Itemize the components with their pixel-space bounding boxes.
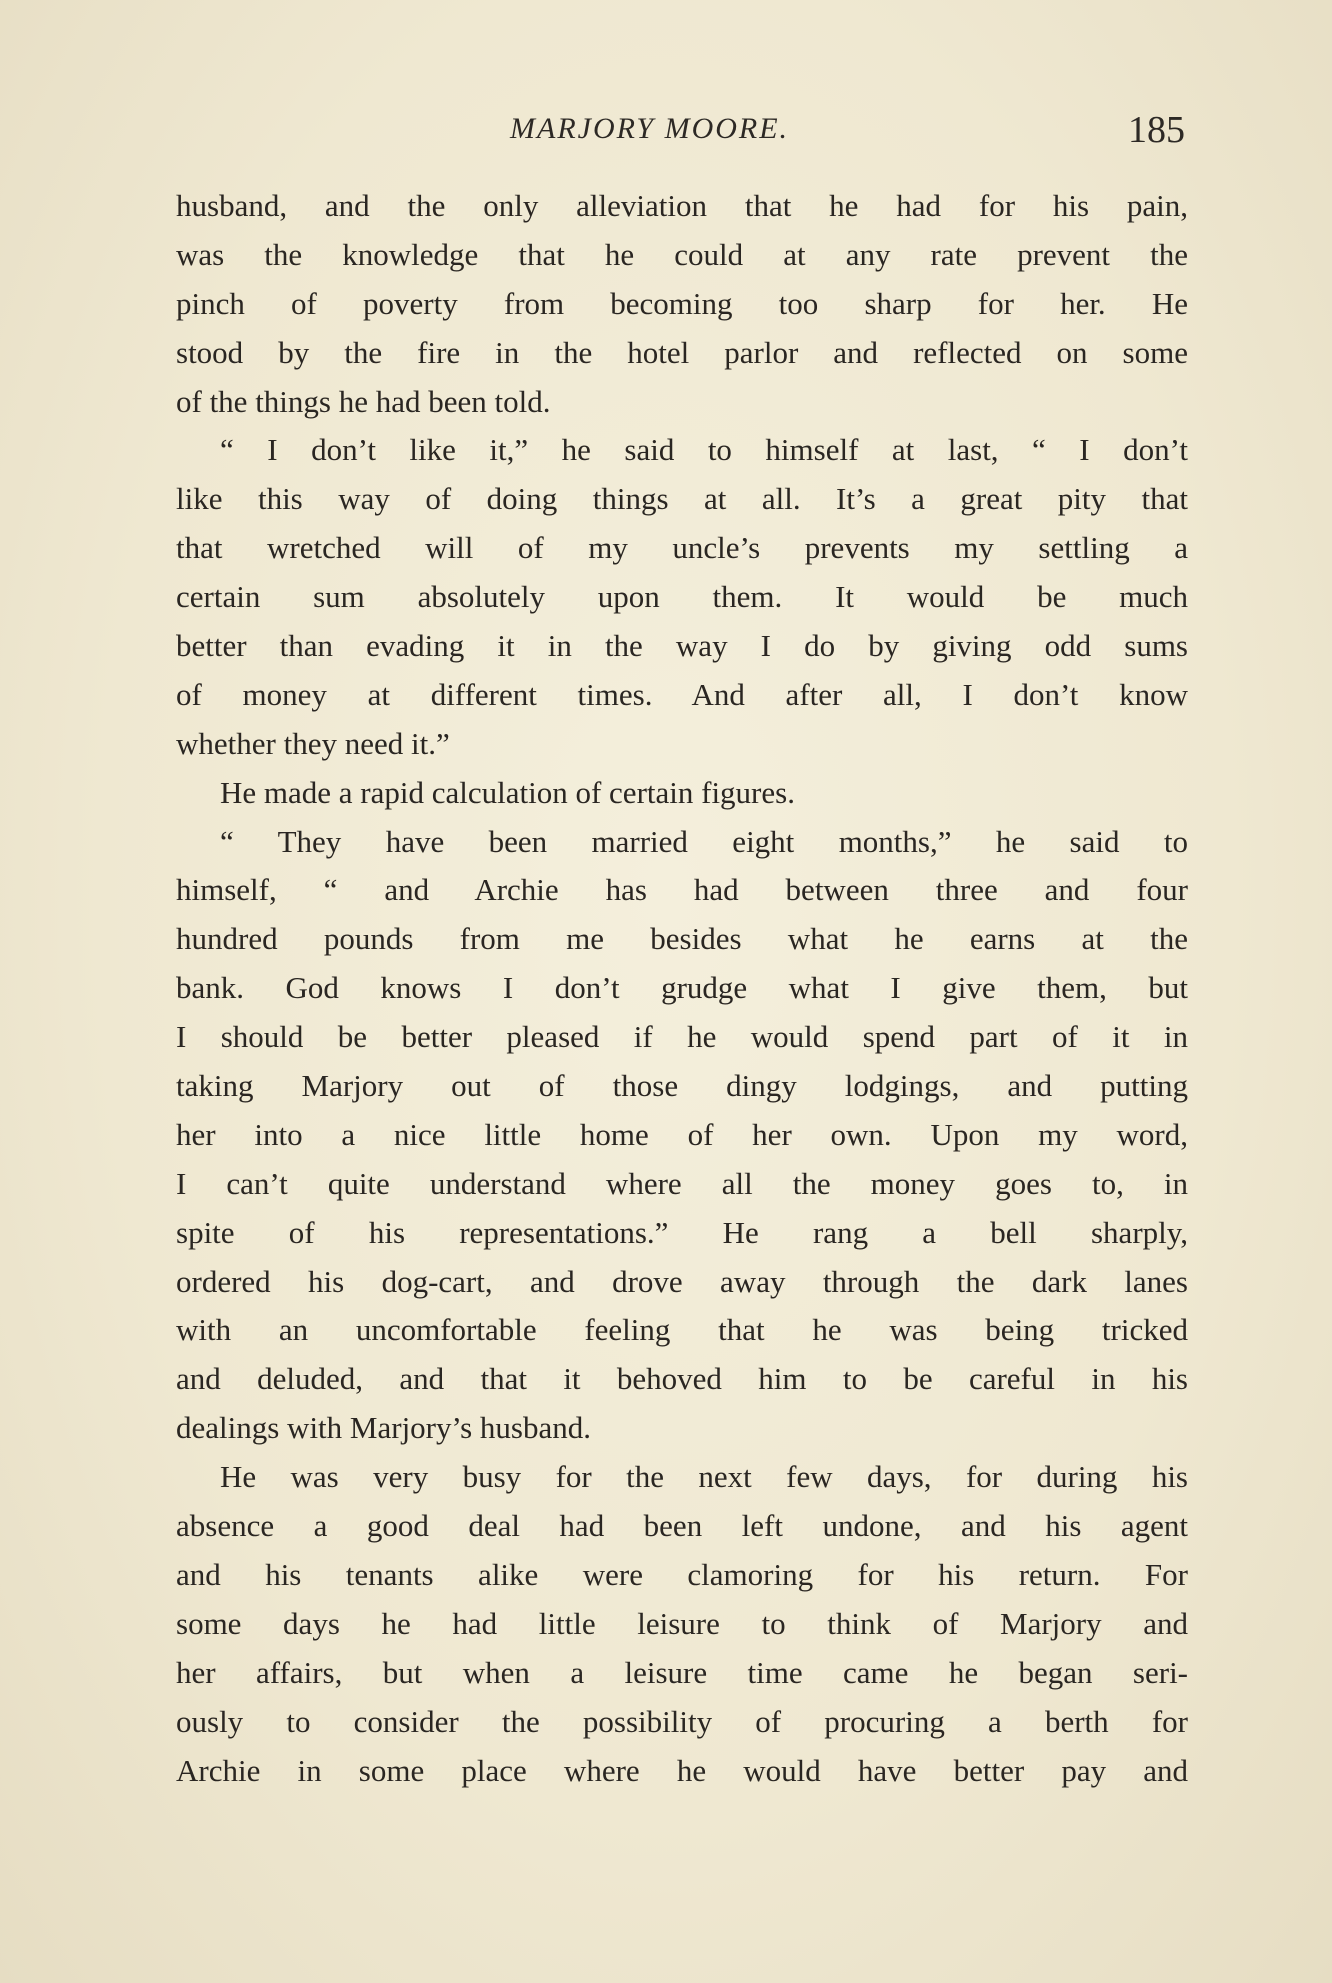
text-line: “ I don’t like it,” he said to himself at last, “ I don’t [220, 432, 1188, 468]
text-line: her into a nice little home of her own. Upon my word, [176, 1116, 1188, 1152]
text-line: dealings with Marjory’s husband. [176, 1410, 592, 1446]
text-line: I can’t quite understand where all the money goes to, in [176, 1165, 1188, 1201]
text-line: husband, and the only alleviation that he had for his pain, [176, 188, 1188, 223]
text-line: like this way of doing things at all. It’s a great pity that [176, 481, 1188, 517]
text-line: himself, “ and Archie has had between three and four [176, 872, 1188, 908]
text-line: of the things he had been told. [176, 383, 551, 419]
running-title: MARJORY MOORE. [510, 112, 790, 145]
text-line: better than evading it in the way I do by giving odd sums [176, 628, 1188, 664]
text-line: spite of his representations.” He rang a bell sharply, [176, 1214, 1188, 1250]
text-line: of money at different times. And after all, I don’t know [176, 676, 1188, 712]
text-line: some days he had little leisure to think of Marjory and [176, 1605, 1188, 1641]
text-line: taking Marjory out of those dingy lodgings, and putting [176, 1068, 1188, 1104]
text-line: Archie in some place where he would have better pay and [176, 1752, 1188, 1788]
text-line: her affairs, but when a leisure time came he began seri- [176, 1654, 1188, 1690]
text-line: hundred pounds from me besides what he earns at the [176, 921, 1188, 957]
text-line: that wretched will of my uncle’s prevents my settling a [176, 530, 1188, 566]
text-line: ordered his dog-cart, and drove away through the dark lanes [176, 1263, 1188, 1299]
text-line: stood by the fire in the hotel parlor and reflected on some [176, 334, 1188, 370]
text-line: with an uncomfortable feeling that he was being tricked [176, 1312, 1188, 1348]
text-line: ously to consider the possibility of procuring a berth for [176, 1703, 1188, 1739]
text-line: whether they need it.” [176, 725, 450, 761]
running-head [0, 109, 1332, 162]
text-line: certain sum absolutely upon them. It would be much [176, 579, 1188, 615]
text-line: He was very busy for the next few days, for during his [220, 1459, 1188, 1495]
text-line: pinch of poverty from becoming too sharp for her. He [176, 285, 1188, 321]
text-line: “ They have been married eight months,” he said to [220, 823, 1188, 859]
text-line: He made a rapid calculation of certain figures. [220, 774, 795, 810]
text-line: and his tenants alike were clamoring for his return. For [176, 1556, 1188, 1592]
text-line: bank. God knows I don’t grudge what I give them, but [176, 970, 1188, 1006]
text-line: I should be better pleased if he would spend part of it in [176, 1019, 1188, 1055]
text-line: was the knowledge that he could at any rate prevent the [176, 236, 1188, 272]
body-text [176, 182, 1188, 1795]
text-line: absence a good deal had been left undone, and his agent [176, 1508, 1188, 1544]
text-line: and deluded, and that it behoved him to be careful in his [176, 1361, 1188, 1397]
page-number: 185 [1128, 109, 1185, 151]
